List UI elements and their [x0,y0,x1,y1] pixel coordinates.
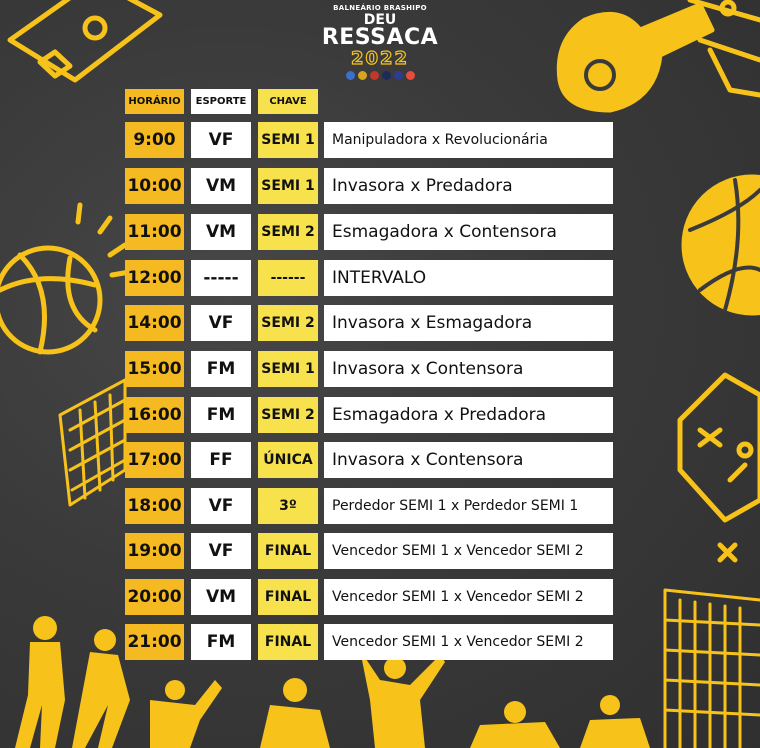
match-cell: Manipuladora x Revolucionária [324,122,613,158]
sport-cell: ----- [191,260,251,296]
schedule-row [0,122,760,158]
schedule-row [0,397,760,433]
time-cell: 21:00 [125,624,184,660]
time-cell: 18:00 [125,488,184,524]
key-cell: FINAL [258,579,318,615]
logo-line2: RESSACA [321,25,439,50]
match-cell: Esmagadora x Contensora [324,214,613,250]
match-cell: Perdedor SEMI 1 x Perdedor SEMI 1 [324,488,613,524]
time-cell: 16:00 [125,397,184,433]
schedule-row [0,260,760,296]
sponsor-logo [382,71,391,80]
sport-cell: VF [191,533,251,569]
soccer-field-icon [10,0,160,80]
header-time: HORÁRIO [125,89,184,114]
match-cell: Invasora x Contensora [324,351,613,387]
sponsor-logo [394,71,403,80]
logo-line1: DEU [363,12,397,28]
time-cell: 11:00 [125,214,184,250]
sport-cell: VM [191,579,251,615]
logo-top-text: BALNEÁRIO BRASHIPO [333,4,427,12]
key-cell: SEMI 2 [258,397,318,433]
match-cell: Invasora x Esmagadora [324,305,613,341]
schedule-row [0,351,760,387]
schedule-row [0,624,760,660]
match-cell: Invasora x Predadora [324,168,613,204]
sponsor-logo [346,71,355,80]
time-cell: 9:00 [125,122,184,158]
key-cell: ------ [258,260,318,296]
event-logo [320,4,440,80]
time-cell: 19:00 [125,533,184,569]
schedule-row [0,168,760,204]
sport-cell: VF [191,305,251,341]
sport-cell: FM [191,397,251,433]
sport-cell: VM [191,168,251,204]
sponsor-logo [406,71,415,80]
sport-cell: VF [191,488,251,524]
key-cell: SEMI 1 [258,122,318,158]
header-key: CHAVE [258,89,318,114]
key-cell: SEMI 2 [258,214,318,250]
match-cell: Vencedor SEMI 1 x Vencedor SEMI 2 [324,624,613,660]
key-cell: SEMI 1 [258,351,318,387]
key-cell: SEMI 1 [258,168,318,204]
schedule-row [0,305,760,341]
schedule-row [0,488,760,524]
sport-cell: FM [191,351,251,387]
schedule-row [0,214,760,250]
sponsor-logo [358,71,367,80]
time-cell: 17:00 [125,442,184,478]
whistle-icon [559,5,712,110]
time-cell: 20:00 [125,579,184,615]
match-cell: Vencedor SEMI 1 x Vencedor SEMI 2 [324,533,613,569]
sponsor-logo [370,71,379,80]
sport-cell: VF [191,122,251,158]
time-cell: 14:00 [125,305,184,341]
match-cell: INTERVALO [324,260,613,296]
sport-cell: FM [191,624,251,660]
schedule-row [0,579,760,615]
key-cell: SEMI 2 [258,305,318,341]
header-sport: ESPORTE [191,89,251,114]
logo-year: 2022 [350,48,410,69]
key-cell: ÚNICA [258,442,318,478]
sport-cell: VM [191,214,251,250]
key-cell: FINAL [258,533,318,569]
key-cell: FINAL [258,624,318,660]
key-cell: 3º [258,488,318,524]
time-cell: 12:00 [125,260,184,296]
sport-cell: FF [191,442,251,478]
match-cell: Esmagadora x Predadora [324,397,613,433]
sponsor-logos [320,71,440,80]
schedule-row [0,442,760,478]
schedule-row [0,533,760,569]
match-cell: Invasora x Contensora [324,442,613,478]
time-cell: 10:00 [125,168,184,204]
time-cell: 15:00 [125,351,184,387]
match-cell: Vencedor SEMI 1 x Vencedor SEMI 2 [324,579,613,615]
